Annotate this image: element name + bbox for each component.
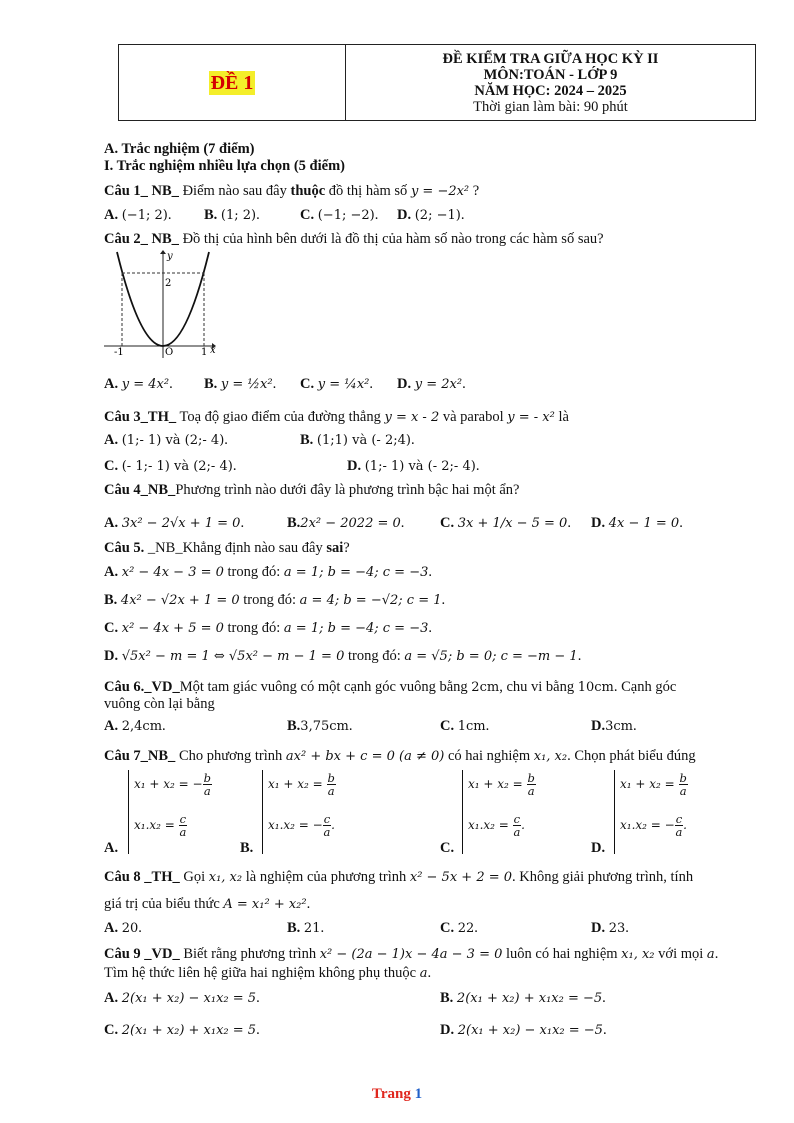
question-4 xyxy=(104,482,519,499)
sum-numerator: b xyxy=(203,771,211,785)
q1-text-b: đồ thị hàm số xyxy=(325,183,411,199)
q5-text-a: _NB_Khẳng định nào sau đây xyxy=(144,540,327,556)
option-text: (1; 2) xyxy=(220,208,257,223)
q7-option-c-letter[interactable]: C. xyxy=(440,840,455,856)
q6-value-1: 2cm xyxy=(471,680,500,695)
option-text: 2(x₁ + x₂) − x₁x₂ = 5 xyxy=(121,991,257,1006)
option-text: (1;- 1) và (2;- 4) xyxy=(121,433,225,448)
q6-label: Câu 6._VD_ xyxy=(104,679,180,695)
product-expr: x₁.x₂ = xyxy=(468,818,513,832)
q4-option-b[interactable]: B.2x² − 2022 = 0. xyxy=(287,515,405,531)
option-text: (1;1) và (- 2;4) xyxy=(316,433,411,448)
option-text: 3x + 1/x − 5 = 0 xyxy=(457,516,568,531)
q5-bold: sai xyxy=(326,540,344,556)
option-letter: A. xyxy=(104,376,119,392)
option-text: 23 xyxy=(608,921,626,936)
q4-option-c[interactable]: C. 3x + 1/x − 5 = 0. xyxy=(440,515,571,531)
option-text: (1;- 1) và (- 2;- 4) xyxy=(364,459,476,474)
option-text: 2(x₁ + x₂) − x₁x₂ = −5 xyxy=(457,1023,603,1038)
option-text: y = ½x² xyxy=(220,377,273,392)
q7-roots: x₁, x₂ xyxy=(533,749,568,764)
question-5 xyxy=(104,540,350,557)
option-equation: x² − 4x + 5 = 0 xyxy=(121,621,224,636)
option-text: (−1; −2) xyxy=(317,208,375,223)
q2-option-c[interactable]: C. y = ¼x². xyxy=(300,376,374,392)
q9-var: a xyxy=(706,947,715,962)
q5-option-d[interactable]: D. √5x² − m = 1 ⇔ √5x² − m − 1 = 0 trong đó: a = √5; b = 0; c = −m − 1. xyxy=(104,648,582,664)
option-text: 3cm xyxy=(605,719,633,734)
product-numerator: c xyxy=(323,812,331,826)
q6-text-b: , chu vi bằng xyxy=(499,679,578,695)
q5-label: Câu 5. xyxy=(104,540,145,556)
q9-option-c[interactable]: C. 2(x₁ + x₂) + x₁x₂ = 5. xyxy=(104,1022,260,1038)
q8-text-c: . Không giải phương trình, tính xyxy=(512,869,694,885)
q9-option-a[interactable]: A. 2(x₁ + x₂) − x₁x₂ = 5. xyxy=(104,990,260,1006)
option-letter: A. xyxy=(104,564,119,580)
sum-numerator: b xyxy=(527,771,535,785)
exam-year: NĂM HỌC: 2024 – 2025 xyxy=(474,82,627,99)
q3-option-b[interactable]: B. (1;1) và (- 2;4). xyxy=(300,432,415,448)
q3-option-c[interactable]: C. (- 1;- 1) và (2;- 4). xyxy=(104,458,237,474)
option-letter: C. xyxy=(440,718,455,734)
option-letter: C. xyxy=(300,207,315,223)
option-letter: A. xyxy=(104,990,119,1006)
option-letter: C. xyxy=(104,1022,119,1038)
option-text: 2x² − 2022 = 0 xyxy=(300,516,401,531)
question-1 xyxy=(104,183,479,200)
sum-denominator: a xyxy=(203,784,211,798)
q9-text-b: luôn có hai nghiệm xyxy=(502,946,622,962)
question-2 xyxy=(104,231,604,248)
option-letter: D. xyxy=(591,718,606,734)
section-a-heading: A. Trắc nghiệm (7 điểm) xyxy=(104,141,255,157)
option-letter: D. xyxy=(440,1022,455,1038)
question-6 xyxy=(104,679,676,696)
product-numerator: c xyxy=(675,812,683,826)
q3-option-d[interactable]: D. (1;- 1) và (- 2;- 4). xyxy=(347,458,480,474)
product-expr: x₁.x₂ = − xyxy=(620,818,675,832)
q8-text-b: là nghiệm của phương trình xyxy=(242,869,410,885)
option-coefficients: a = 1; b = −4; c = −3 xyxy=(283,621,429,636)
exam-subject: MÔN:TOÁN - LỚP 9 xyxy=(483,66,618,83)
product-numerator: c xyxy=(513,812,521,826)
q4-option-d[interactable]: D. 4x − 1 = 0. xyxy=(591,515,683,531)
sum-expr: x₁ + x₂ = xyxy=(268,777,327,791)
option-text: 20 xyxy=(121,921,139,936)
section-i-heading: I. Trắc nghiệm nhiều lựa chọn (5 điểm) xyxy=(104,158,345,174)
option-letter: B. xyxy=(287,718,301,734)
q7-option-c-system[interactable]: x₁ + x₂ = $\frac{b}{a}$ x₁.x₂ = $\frac{c}{a}$ . xyxy=(462,770,536,854)
option-where: trong đó: xyxy=(223,564,284,580)
q8-option-b[interactable]: B. 21. xyxy=(287,920,325,936)
q8-text-a: Gọi xyxy=(179,869,209,885)
q3-line: y = x - 2 xyxy=(384,410,440,425)
option-letter: A. xyxy=(104,432,119,448)
q1-text-a: Điểm nào sau đây xyxy=(178,183,291,199)
q9-label: Câu 9 _VD_ xyxy=(104,946,180,962)
q7-option-d-system[interactable]: x₁ + x₂ = $\frac{b}{a}$ x₁.x₂ = − $\frac{c}{a}$ . xyxy=(614,770,688,854)
q2-option-a[interactable]: A. y = 4x². xyxy=(104,376,173,392)
option-letter: D. xyxy=(397,207,412,223)
graph-y-label: y xyxy=(167,251,173,262)
sum-expr: x₁ + x₂ = xyxy=(468,777,527,791)
option-equation: √5x² − m = 1 ⇔ √5x² − m − 1 = 0 xyxy=(121,649,345,664)
q1-option-c[interactable]: C. (−1; −2). xyxy=(300,207,379,223)
option-text: (−1; 2) xyxy=(121,208,168,223)
graph-origin: O xyxy=(165,347,174,358)
q5-option-b[interactable]: B. 4x² − √2x + 1 = 0 trong đó: a = 4; b = −√2; c = 1. xyxy=(104,592,446,608)
option-coefficients: a = √5; b = 0; c = −m − 1 xyxy=(404,649,578,664)
product-denominator: a xyxy=(179,825,187,839)
option-letter: D. xyxy=(591,920,606,936)
q2-label: Câu 2_ NB_ xyxy=(104,231,179,247)
option-letter: A. xyxy=(104,718,119,734)
q7-label: Câu 7_NB_ xyxy=(104,748,176,764)
product-denominator: a xyxy=(513,825,521,839)
exam-code-badge: ĐỀ 1 xyxy=(210,71,254,94)
option-text: 1cm xyxy=(457,719,486,734)
q9-option-d[interactable]: D. 2(x₁ + x₂) − x₁x₂ = −5. xyxy=(440,1022,607,1038)
exam-title: ĐỀ KIỂM TRA GIỮA HỌC KỲ II xyxy=(442,50,659,67)
q6-text-a: Một tam giác vuông có một cạnh góc vuông bằng xyxy=(179,679,472,695)
q8-text-d: giá trị của biểu thức xyxy=(104,896,224,912)
q7-option-b-system[interactable]: x₁ + x₂ = $\frac{b}{a}$ x₁.x₂ = − $\frac{c}{a}$ . xyxy=(262,770,336,854)
option-letter: C. xyxy=(440,920,455,936)
option-letter: A. xyxy=(104,920,119,936)
q9-var-2: a xyxy=(419,966,428,981)
exam-header xyxy=(118,44,756,121)
option-equation: x² − 4x − 3 = 0 xyxy=(121,565,224,580)
option-letter: D. xyxy=(591,515,606,531)
q7-option-a-letter[interactable]: A. xyxy=(104,840,119,856)
option-letter: B. xyxy=(104,592,118,608)
option-text: 3,75cm xyxy=(300,719,349,734)
q5-option-c[interactable]: C. x² − 4x + 5 = 0 trong đó: a = 1; b = −4; c = −3. xyxy=(104,620,432,636)
option-letter: B. xyxy=(300,432,314,448)
sum-denominator: a xyxy=(679,784,687,798)
q1-option-a[interactable]: A. (−1; 2). xyxy=(104,207,172,223)
q3-label: Câu 3_TH_ xyxy=(104,409,177,425)
option-coefficients: a = 4; b = −√2; c = 1 xyxy=(299,593,442,608)
footer-word: Trang xyxy=(371,1086,411,1102)
q8-option-c[interactable]: C. 22. xyxy=(440,920,478,936)
product-expr: x₁.x₂ = − xyxy=(268,818,323,832)
q6-continuation: vuông còn lại bằng xyxy=(104,696,215,712)
exam-info-cell xyxy=(346,45,756,121)
option-letter: B. xyxy=(287,515,301,531)
q1-bold: thuộc xyxy=(290,183,326,199)
option-letter: C. xyxy=(300,376,315,392)
option-letter: B. xyxy=(204,376,218,392)
option-text: 21 xyxy=(303,921,321,936)
option-text: 4x − 1 = 0 xyxy=(608,516,680,531)
option-text: y = ¼x² xyxy=(317,377,370,392)
graph-tick-y: 2 xyxy=(165,278,172,289)
q2-option-d[interactable]: D. y = 2x². xyxy=(397,376,466,392)
q7-option-b-letter[interactable]: B. xyxy=(240,840,254,856)
question-3 xyxy=(104,409,569,426)
q6-text-c: . Cạnh góc xyxy=(613,679,677,695)
q1-option-d[interactable]: D. (2; −1). xyxy=(397,207,465,223)
q8-label: Câu 8 _TH_ xyxy=(104,869,180,885)
option-letter: B. xyxy=(204,207,218,223)
graph-tick-neg: -1 xyxy=(114,347,124,358)
option-text: (2; −1) xyxy=(414,208,461,223)
q8-roots: x₁, x₂ xyxy=(208,870,243,885)
q4-option-a[interactable]: A. 3x² − 2√x + 1 = 0. xyxy=(104,515,245,531)
q8-equation: x² − 5x + 2 = 0 xyxy=(409,870,513,885)
graph-x-label: x xyxy=(210,345,216,356)
q9-text-c: với mọi xyxy=(654,946,707,962)
q7-equation: ax² + bx + c = 0 (a ≠ 0) xyxy=(285,749,445,764)
q6-option-d[interactable]: D.3cm. xyxy=(591,718,637,734)
q5-end: ? xyxy=(343,540,350,556)
q4-label: Câu 4_NB_ xyxy=(104,482,176,498)
q9-option-b[interactable]: B. 2(x₁ + x₂) + x₁x₂ = −5. xyxy=(440,990,606,1006)
graph-tick-pos: 1 xyxy=(201,347,208,358)
question-7 xyxy=(104,748,696,765)
sum-expr: x₁ + x₂ = − xyxy=(134,777,203,791)
q8-option-a[interactable]: A. 20. xyxy=(104,920,142,936)
option-text: y = 4x² xyxy=(121,377,170,392)
option-letter: B. xyxy=(287,920,301,936)
q7-option-d-letter[interactable]: D. xyxy=(591,840,606,856)
question-9: Câu 9 _VD_ Biết rằng phương trình x² − (2a − 1)x − 4a − 3 = 0 luôn có hai nghiệm x₁, x₂ với mọi a. xyxy=(104,946,719,962)
product-denominator: a xyxy=(323,825,331,839)
q3-text-b: và parabol xyxy=(439,409,508,425)
option-text: 2(x₁ + x₂) + x₁x₂ = 5 xyxy=(121,1023,257,1038)
q2-option-b[interactable]: B. y = ½x². xyxy=(204,376,277,392)
option-where: trong đó: xyxy=(239,592,300,608)
option-letter: A. xyxy=(104,515,119,531)
q6-value-2: 10cm xyxy=(577,680,614,695)
q8-expression: A = x₁² + x₂² xyxy=(223,897,307,912)
exam-code-cell xyxy=(119,45,346,121)
option-letter: D. xyxy=(347,458,362,474)
option-where: trong đó: xyxy=(223,620,284,636)
option-equation: 4x² − √2x + 1 = 0 xyxy=(120,593,240,608)
page-footer xyxy=(0,1086,794,1103)
sum-denominator: a xyxy=(527,784,535,798)
page-number: 1 xyxy=(414,1086,423,1102)
q3-end: là xyxy=(554,409,569,425)
option-text: 2,4cm xyxy=(121,719,163,734)
question-8 xyxy=(104,869,693,886)
q6-option-b[interactable]: B.3,75cm. xyxy=(287,718,353,734)
q7-text-b: có hai nghiệm xyxy=(444,748,534,764)
product-numerator: c xyxy=(179,812,187,826)
q9-continuation: Tìm hệ thức liên hệ giữa hai nghiệm không phụ thuộc a. xyxy=(104,965,432,981)
option-text: y = 2x² xyxy=(414,377,463,392)
q1-label: Câu 1_ NB_ xyxy=(104,183,179,199)
q2-text: Đồ thị của hình bên dưới là đồ thị của hàm số nào trong các hàm số sau? xyxy=(178,231,604,247)
option-where: trong đó: xyxy=(344,648,405,664)
q3-parabola: y = - x² xyxy=(507,410,555,425)
sum-denominator: a xyxy=(327,784,335,798)
q8-continuation: giá trị của biểu thức A = x₁² + x₂². xyxy=(104,896,311,912)
q3-text-a: Toạ độ giao điểm của đường thẳng xyxy=(176,409,385,425)
q1-end: ? xyxy=(469,183,480,199)
product-expr: x₁.x₂ = xyxy=(134,818,179,832)
option-letter: D. xyxy=(104,648,119,664)
option-letter: C. xyxy=(440,515,455,531)
option-text: 22 xyxy=(457,921,475,936)
sum-expr: x₁ + x₂ = xyxy=(620,777,679,791)
q6-option-c[interactable]: C. 1cm. xyxy=(440,718,490,734)
q9-text-d: Tìm hệ thức liên hệ giữa hai nghiệm không phụ thuộc xyxy=(104,965,420,981)
q2-parabola-graph xyxy=(104,250,214,360)
exam-time: Thời gian làm bài: 90 phút xyxy=(473,98,628,115)
q3-option-a[interactable]: A. (1;- 1) và (2;- 4). xyxy=(104,432,228,448)
q6-option-a[interactable]: A. 2,4cm. xyxy=(104,718,166,734)
option-text: 3x² − 2√x + 1 = 0 xyxy=(121,516,241,531)
q5-option-a[interactable]: A. x² − 4x − 3 = 0 trong đó: a = 1; b = −4; c = −3. xyxy=(104,564,432,580)
q9-text-a: Biết rằng phương trình xyxy=(179,946,320,962)
q8-option-d[interactable]: D. 23. xyxy=(591,920,629,936)
q1-option-b[interactable]: B. (1; 2). xyxy=(204,207,260,223)
q4-text: Phương trình nào dưới đây là phương trình bậc hai một ẩn? xyxy=(175,482,520,498)
sum-numerator: b xyxy=(327,771,335,785)
sum-numerator: b xyxy=(679,771,687,785)
product-denominator: a xyxy=(675,825,683,839)
option-letter: C. xyxy=(104,620,119,636)
option-letter: B. xyxy=(440,990,454,1006)
option-letter: C. xyxy=(104,458,119,474)
option-text: 2(x₁ + x₂) + x₁x₂ = −5 xyxy=(456,991,603,1006)
option-coefficients: a = 1; b = −4; c = −3 xyxy=(283,565,429,580)
q9-equation: x² − (2a − 1)x − 4a − 3 = 0 xyxy=(319,947,503,962)
option-letter: D. xyxy=(397,376,412,392)
q7-text-c: . Chọn phát biểu đúng xyxy=(567,748,696,764)
q7-option-a-system[interactable] xyxy=(128,770,212,854)
option-letter: A. xyxy=(104,207,119,223)
q1-function: y = −2x² xyxy=(410,184,470,199)
q9-roots: x₁, x₂ xyxy=(621,947,655,962)
option-text: (- 1;- 1) và (2;- 4) xyxy=(121,459,233,474)
q7-text-a: Cho phương trình xyxy=(175,748,286,764)
